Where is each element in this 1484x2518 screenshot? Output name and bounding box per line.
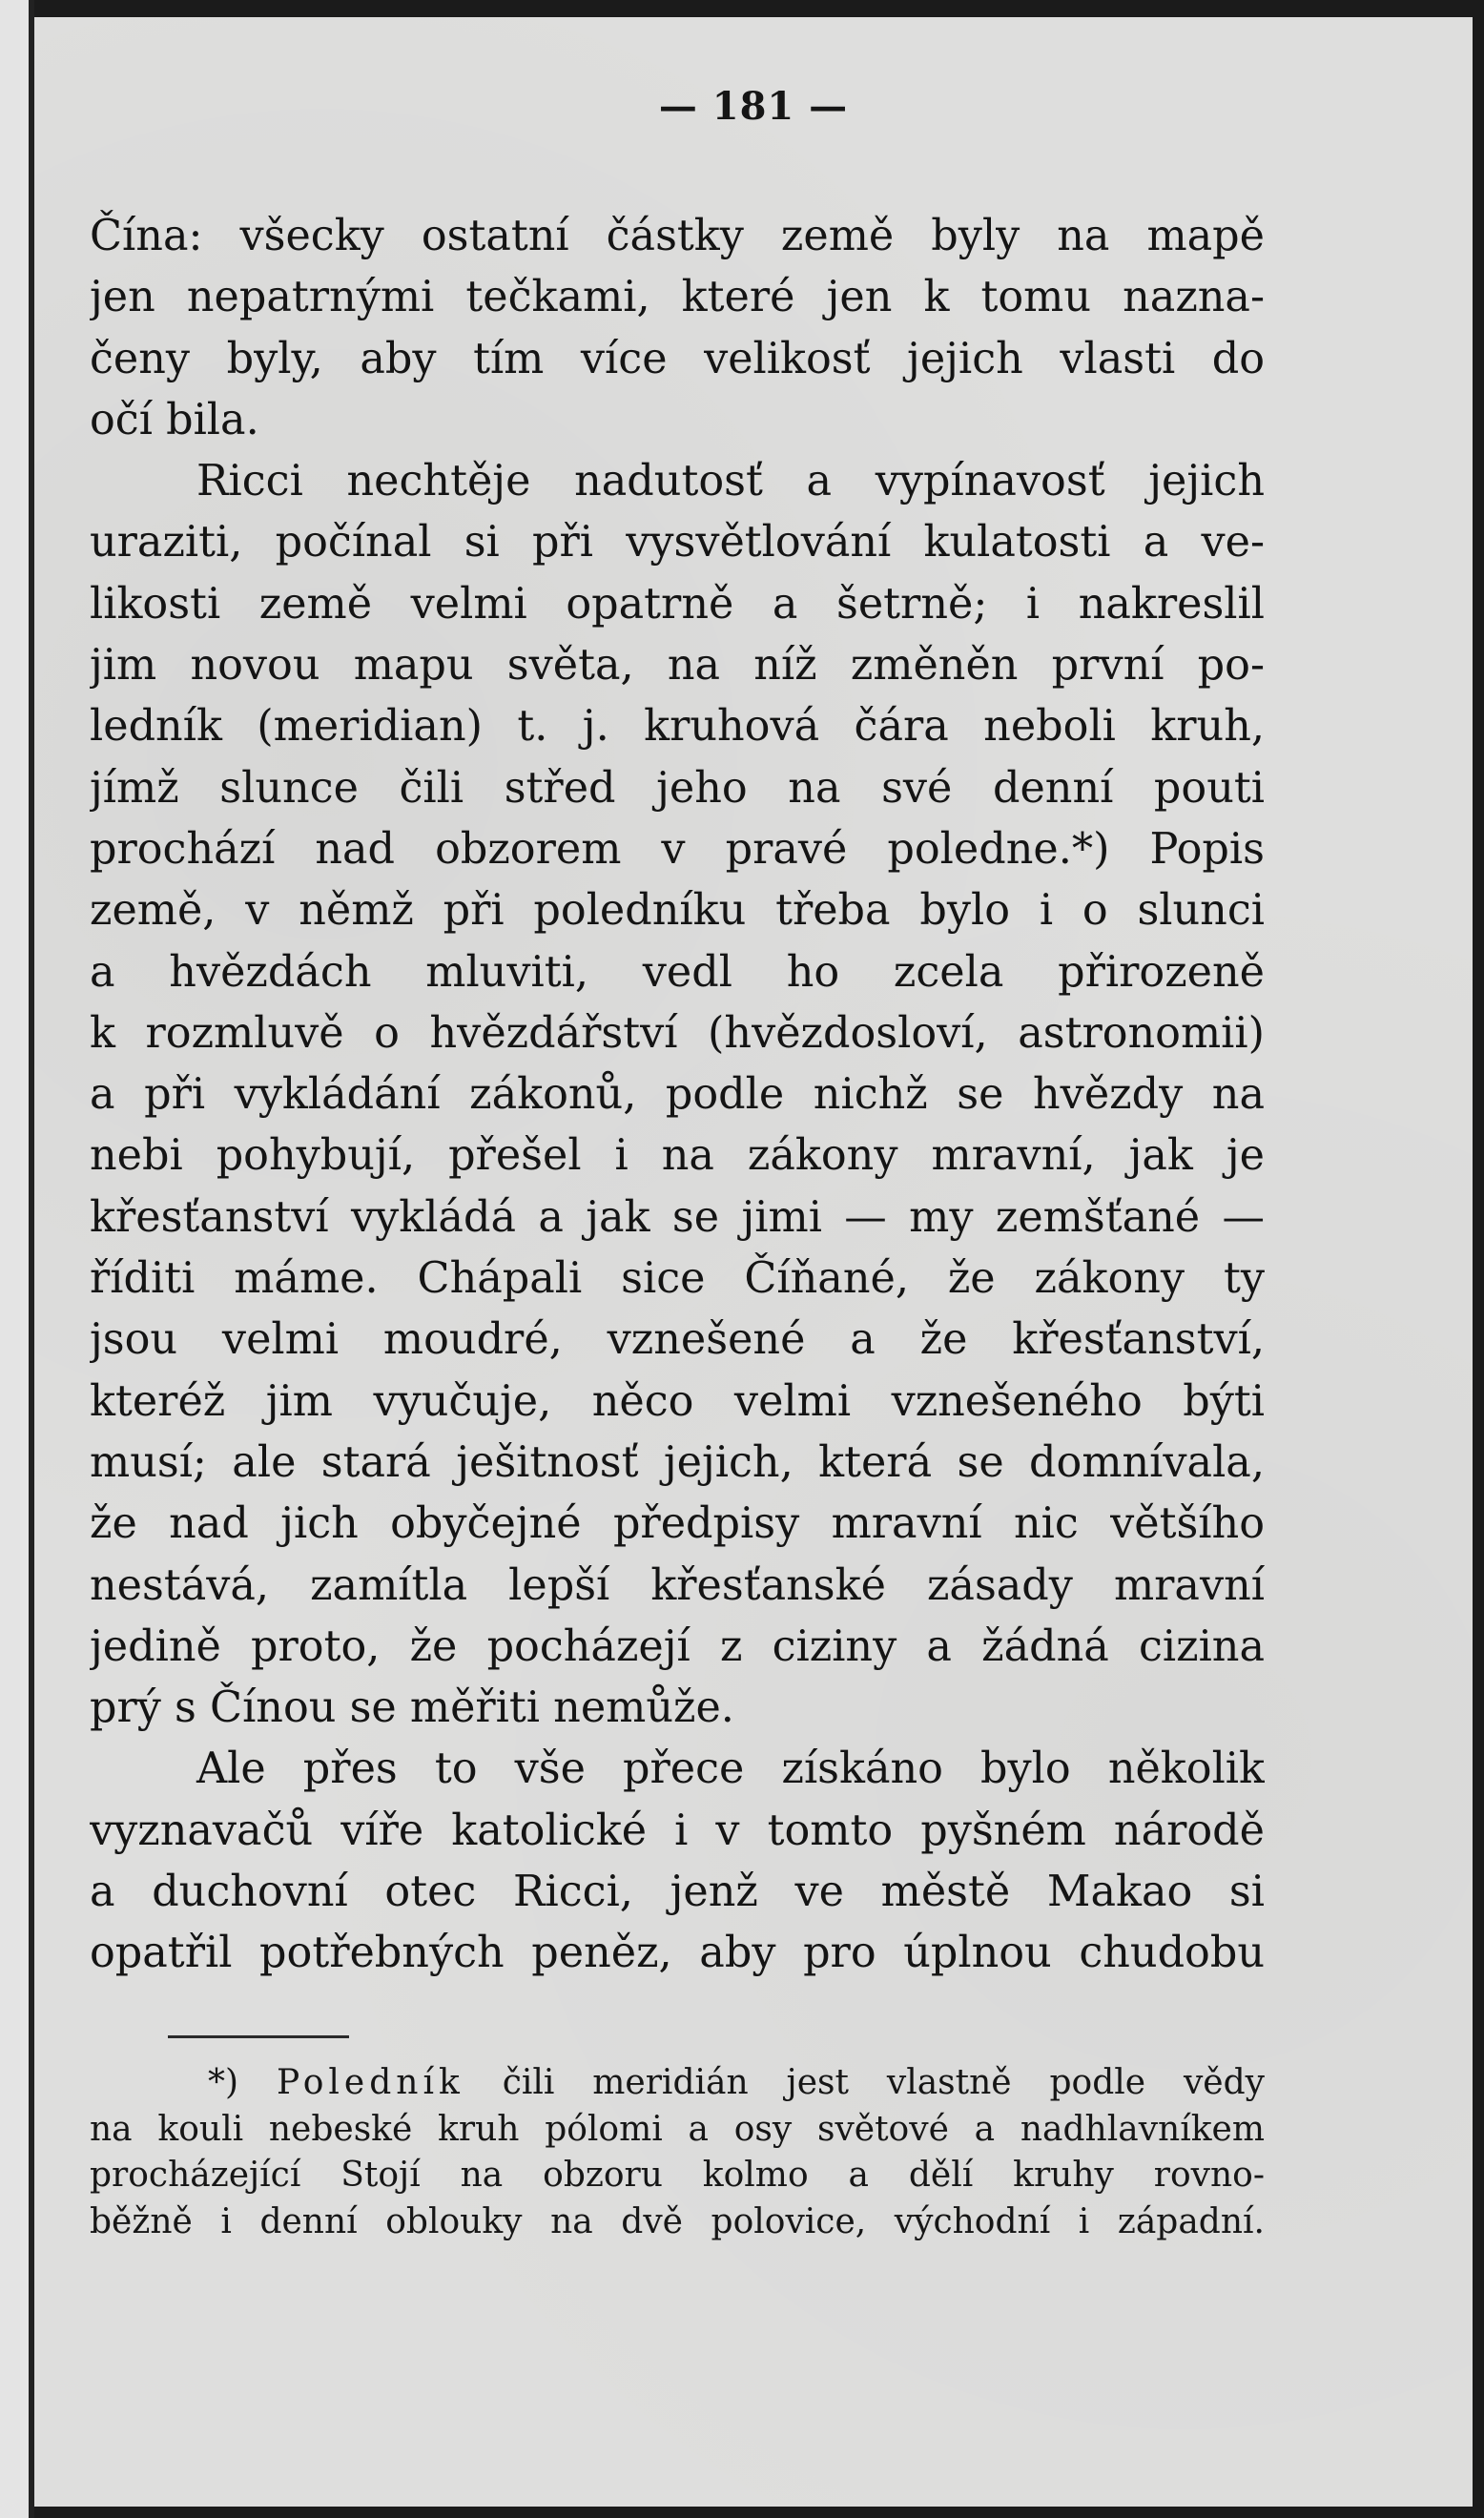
footnote-line: procházející Stojí na obzoru kolmo a dělí kruhy rovno-	[90, 2156, 1265, 2195]
text-line: vyznavačů víře katolické i v tomto pyšném národě	[90, 1806, 1265, 1855]
text-line: prochází nad obzorem v pravé poledne.*) Popis	[90, 824, 1265, 874]
text-line: jsou velmi moudré, vznešené a že křesťanství,	[90, 1315, 1265, 1365]
text-line: a duchovní otec Ricci, jenž ve městě Makao si	[90, 1868, 1265, 1917]
text-line: k rozmluvě o hvězdářství (hvězdosloví, astronomii)	[90, 1008, 1265, 1058]
text-line: říditi máme. Chápali sice Číňané, že zákony ty	[90, 1254, 1265, 1304]
text-line: prý s Čínou se měřiti nemůže.	[90, 1683, 734, 1733]
text-line: Ale přes to vše přece získáno bylo několik	[196, 1744, 1265, 1794]
text-line: očí bila.	[90, 395, 259, 444]
text-line: uraziti, počínal si při vysvětlování kulatosti a ve-	[90, 518, 1265, 568]
text-line: opatřil potřebných peněz, aby pro úplnou chudobu	[90, 1929, 1265, 1978]
body-text	[90, 206, 1265, 1985]
text-line: Ricci nechtěje nadutosť a vypínavosť jejich	[196, 457, 1265, 506]
text-line: jim novou mapu světa, na níž změněn první po-	[90, 641, 1265, 691]
footnote-term: Poledník	[276, 2063, 464, 2102]
text-line: že nad jich obyčejné předpisy mravní nic většího	[90, 1499, 1265, 1549]
text-line: čeny byly, aby tím více velikosť jejich vlasti do	[90, 334, 1265, 383]
text-line: a při vykládání zákonů, podle nichž se hvězdy na	[90, 1070, 1265, 1120]
page-number: — 181 —	[658, 84, 849, 129]
footnote-line: na kouli nebeské kruh pólomi a osy světové a nadhlavníkem	[90, 2109, 1265, 2149]
footnote-marker: *)	[208, 2063, 239, 2102]
footnote-text: čili meridián jest vlastně podle vědy	[502, 2063, 1265, 2102]
text-line: a hvězdách mluviti, vedl ho zcela přirozeně	[90, 947, 1265, 997]
text-line: křesťanství vykládá a jak se jimi — my zemšťané —	[90, 1192, 1265, 1242]
text-line: jen nepatrnými tečkami, které jen k tomu nazna-	[90, 273, 1265, 322]
text-line: jedině proto, že pocházejí z ciziny a žádná cizina	[90, 1621, 1265, 1671]
text-line: nebi pohybují, přešel i na zákony mravní, jak je	[90, 1131, 1265, 1181]
text-line: ledník (meridian) t. j. kruhová čára neboli kruh,	[90, 702, 1265, 752]
footnote-line: běžně i denní oblouky na dvě polovice, východní i západní.	[90, 2201, 1265, 2241]
text-line: likosti země velmi opatrně a šetrně; i nakreslil	[90, 579, 1265, 629]
text-line: musí; ale stará ješitnosť jejich, která se domnívala,	[90, 1437, 1265, 1487]
footnote-line	[90, 2060, 1265, 2107]
text-line: Čína: všecky ostatní částky země byly na mapě	[90, 212, 1265, 260]
text-line: jímž slunce čili střed jeho na své denní pouti	[90, 763, 1265, 813]
footnote	[90, 2060, 1265, 2245]
footnote-divider	[168, 2035, 349, 2038]
book-page	[34, 17, 1473, 2507]
text-line: nestává, zamítla lepší křesťanské zásady mravní	[90, 1560, 1265, 1610]
text-line: země, v němž při poledníku třeba bylo i o slunci	[90, 886, 1265, 936]
text-line: kteréž jim vyučuje, něco velmi vznešeného býti	[90, 1376, 1265, 1426]
adjacent-page-edge	[0, 0, 34, 2518]
